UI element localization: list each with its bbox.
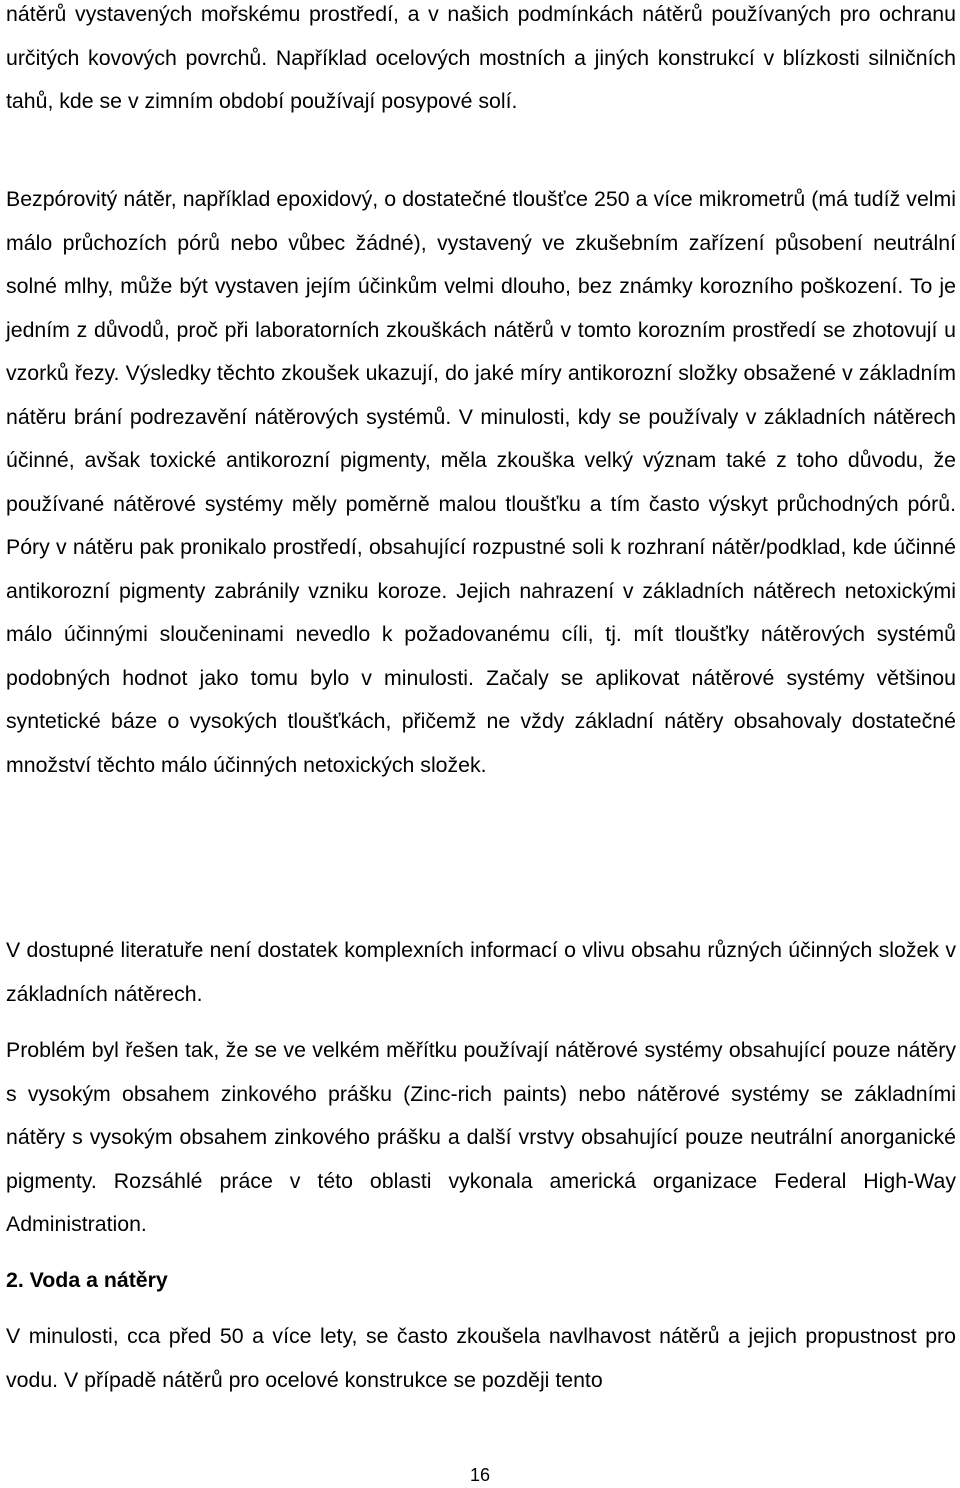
paragraph-zinc-rich: Problém byl řešen tak, že se ve velkém měřítku používají nátěrové systémy obsahující pouze nátěry s vysokým obsahem zinkového prášku (Zinc-rich paints) nebo nátěrové systémy se základními nátěry s vysokým obsahem zinkového prášku a další vrstvy obsahující pouze neutrální anorganické pigmenty. Rozsáhlé práce v této oblasti vykonala americká organizace Federal High-Way Administration. [6, 1038, 956, 1236]
paragraph-water-section: V minulosti, cca před 50 a více lety, se často zkoušela navlhavost nátěrů a jejich propustnost pro vodu. V případě nátěrů pro ocelové konstrukce se později tento [6, 1324, 956, 1392]
section-heading: 2. Voda a nátěry [6, 1268, 168, 1292]
paragraph-porous-coating: Bezpórovitý nátěr, například epoxidový, o dostatečné tloušťce 250 a více mikrometrů (má tudíž velmi málo průchozích pórů nebo vůbec žádné), vystavený ve zkušebním zařízení působení neutrální solné mlhy, může být vystaven jejím účinkům velmi dlouho, bez známky korozního poškození. To je jedním z důvodů, proč při laboratorních zkouškách nátěrů v tomto korozním prostředí se zhotovují u vzorků řezy. Výsledky těchto zkoušek ukazují, do jaké míry antikorozní složky obsažené v základním nátěru brání podrezavění nátěrových systémů. V minulosti, kdy se používaly v základních nátěrech účinné, avšak toxické antikorozní pigmenty, měla zkouška velký význam také z toho důvodu, že používané nátěrové systémy měly poměrně malou tloušťku a tím často výskyt průchodných pórů. Póry v nátěru pak pronikalo prostředí, obsahující rozpustné soli k rozhraní nátěr/podklad, kde účinné antikorozní pigmenty zabránily vzniku koroze. Jejich nahrazení v základních nátěrech netoxickými málo účinnými sloučeninami nevedlo k požadovanému cíli, tj. mít tloušťky nátěrových systémů podobných hodnot jako tomu bylo v minulosti. Začaly se aplikovat nátěrové systémy většinou syntetické báze o vysokých tloušťkách, přičemž ne vždy základní nátěry obsahovaly dostatečné množství těchto málo účinných netoxických složek. [6, 187, 956, 777]
page-number: 16 [469, 1465, 491, 1485]
paragraph-literature: V dostupné literatuře není dostatek komplexních informací o vlivu obsahu různých účinných složek v základních nátěrech. [6, 938, 956, 1006]
paragraph-continuation: nátěrů vystavených mořskému prostředí, a v našich podmínkách nátěrů používaných pro ochranu určitých kovových povrchů. Například ocelových mostních a jiných konstrukcí v blízkosti silničních tahů, kde se v zimním období používají posypové solí. [6, 2, 956, 113]
